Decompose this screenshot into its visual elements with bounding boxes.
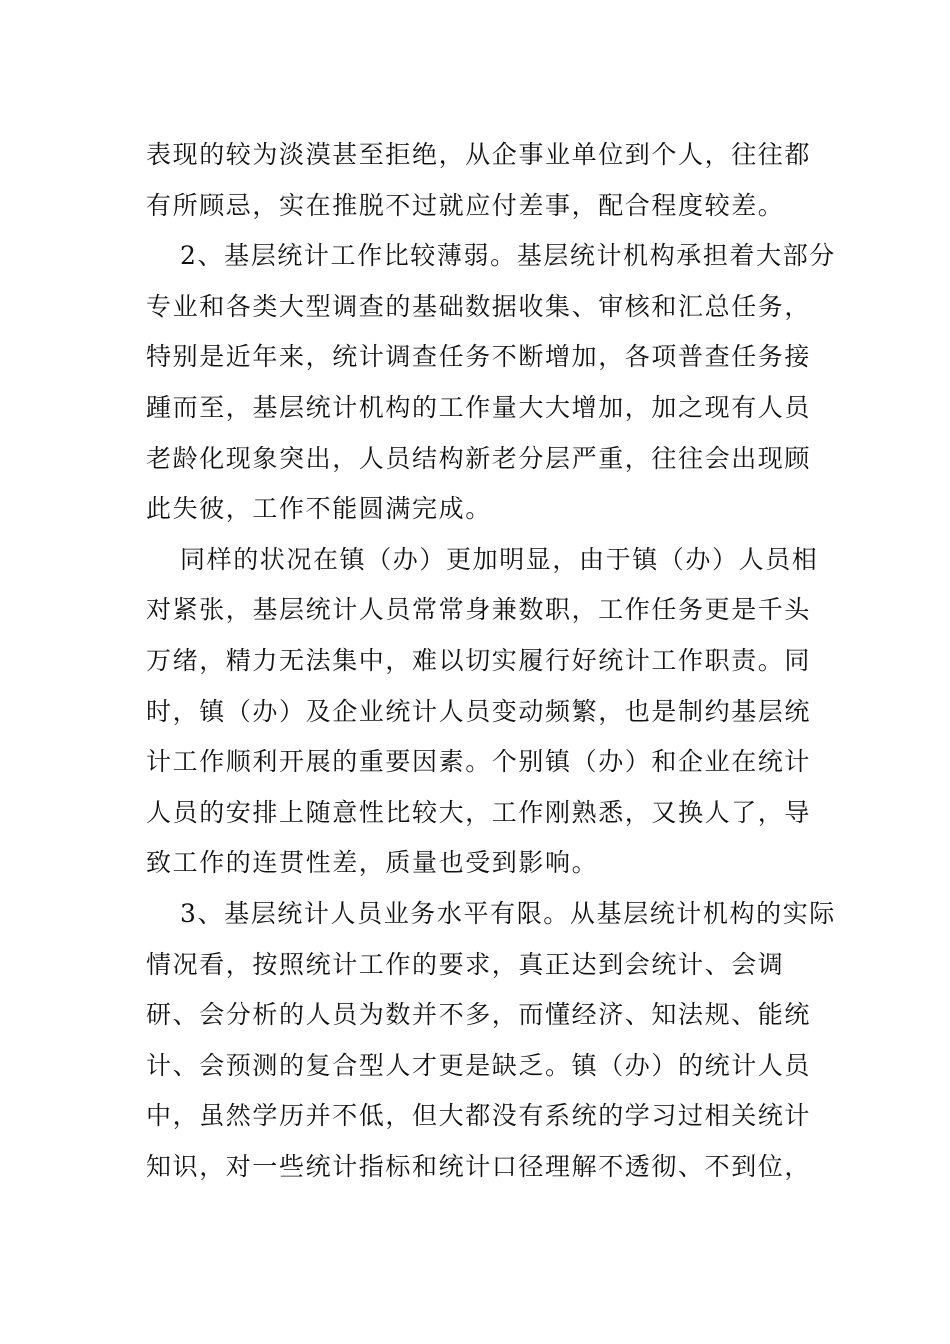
text-line: 研、会分析的人员为数并不多，而懂经济、知法规、能统 [146, 1000, 812, 1030]
text-line: 计工作顺利开展的重要因素。个别镇（办）和企业在统计 [146, 747, 812, 777]
text-line: 此失彼，工作不能圆满完成。 [146, 494, 492, 524]
text-line: 致工作的连贯性差，质量也受到影响。 [146, 848, 599, 878]
text-line: 中，虽然学历并不低，但大都没有系统的学习过相关统计 [146, 1101, 812, 1131]
text-line: 踵而至，基层统计机构的工作量大大增加，加之现有人员 [146, 392, 812, 422]
text-line: 特别是近年来，统计调查任务不断增加，各项普查任务接 [146, 342, 812, 372]
text-line: 专业和各类大型调查的基础数据收集、审核和汇总任务， [146, 291, 812, 321]
text-line: 人员的安排上随意性比较大，工作刚熟悉，又换人了，导 [146, 797, 812, 827]
paragraph-start-line: 3、基层统计人员业务水平有限。从基层统计机构的实际 [180, 898, 836, 928]
body-text [146, 130, 836, 1192]
text-line: 知识，对一些统计指标和统计口径理解不透彻、不到位， [146, 1151, 812, 1181]
text-line: 计、会预测的复合型人才更是缺乏。镇（办）的统计人员 [146, 1050, 812, 1080]
text-line: 表现的较为淡漠甚至拒绝，从企事业单位到个人，往往都 [146, 140, 812, 169]
text-line: 老龄化现象突出，人员结构新老分层严重，往往会出现顾 [146, 443, 812, 473]
paragraph-start-line: 同样的状况在镇（办）更加明显，由于镇（办）人员相 [180, 544, 819, 574]
text-line: 万绪，精力无法集中，难以切实履行好统计工作职责。同 [146, 645, 812, 675]
text-line: 时，镇（办）及企业统计人员变动频繁，也是制约基层统 [146, 696, 812, 726]
paragraph-start-line: 2、基层统计工作比较薄弱。基层统计机构承担着大部分 [180, 241, 836, 271]
text-line: 情况看，按照统计工作的要求，真正达到会统计、会调 [146, 949, 785, 979]
text-line: 对紧张，基层统计人员常常身兼数职，工作任务更是千头 [146, 595, 812, 625]
text-line: 有所顾忌，实在推脱不过就应付差事，配合程度较差。 [146, 190, 785, 220]
